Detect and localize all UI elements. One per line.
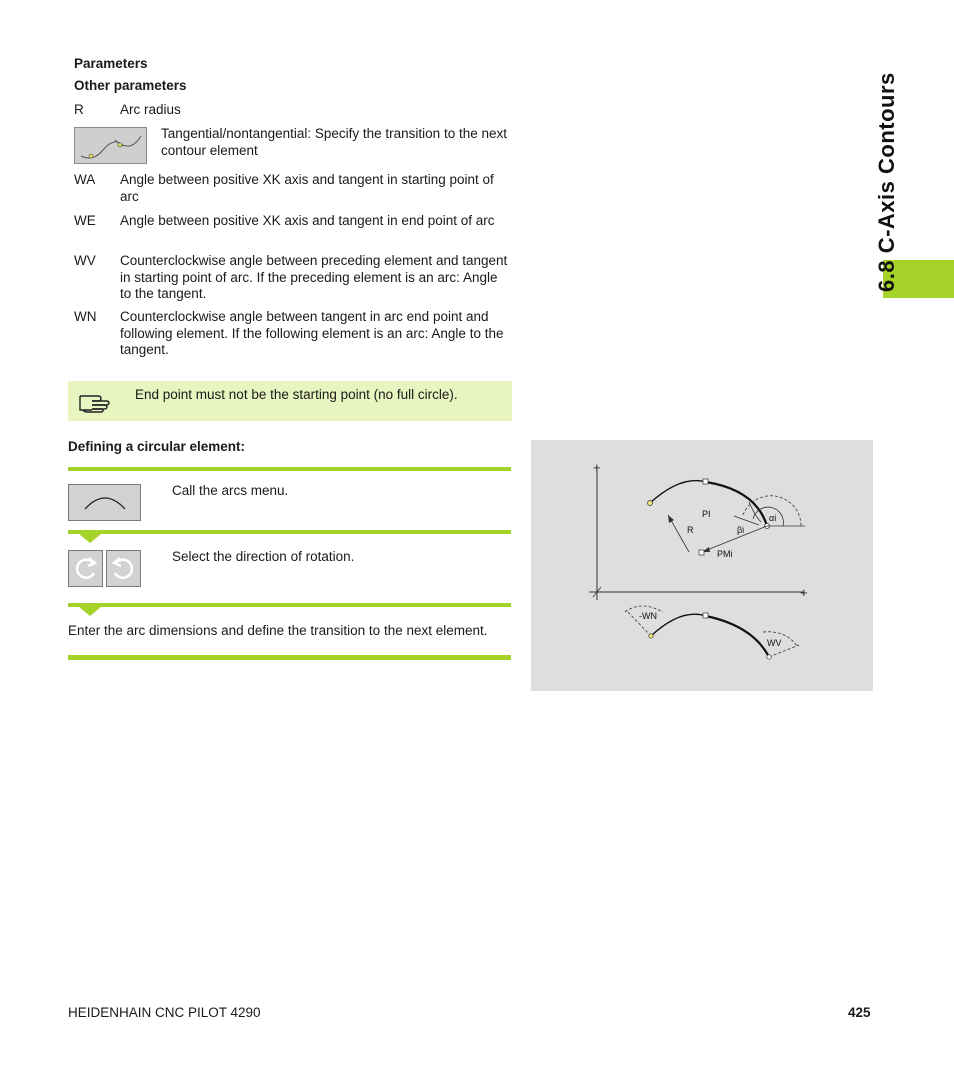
chapter-title: 6.8 C-Axis Contours — [874, 72, 899, 292]
step-arrow — [79, 534, 101, 543]
note-box — [68, 381, 512, 421]
param-desc-r: Arc radius — [120, 102, 181, 117]
section-heading: Parameters — [74, 56, 148, 71]
step-2-text: Select the direction of rotation. — [172, 549, 355, 564]
param-label-r: R — [74, 102, 84, 117]
rotate-counterclockwise-icon — [107, 551, 140, 586]
label-pi: PI — [702, 509, 711, 519]
center-point — [699, 550, 704, 555]
axis-plus-top: + — [593, 460, 601, 475]
param-desc-transition: Tangential/nontangential: Specify the transition to the next contour element — [161, 126, 507, 158]
param-label-wv: WV — [74, 253, 96, 268]
step-arrow — [79, 607, 101, 616]
param-label-wa: WA — [74, 172, 96, 187]
step-divider — [68, 530, 511, 534]
rotate-clockwise-icon — [69, 551, 102, 586]
param-desc-wn: Counterclockwise angle between tangent in arc end point and following element. If the following element is an arc: Angle to the tangent. — [120, 309, 504, 357]
section-subheading: Other parameters — [74, 78, 187, 93]
axis-plus-right: + — [800, 585, 808, 600]
procedure-end-bar — [68, 655, 511, 660]
step-3-text: Enter the arc dimensions and define the transition to the next element. — [68, 623, 488, 638]
param-desc-we: Angle between positive XK axis and tangent in end point of arc — [120, 213, 495, 228]
arc-icon — [69, 485, 140, 520]
label-r: R — [687, 525, 694, 535]
label-beta-i: βi — [737, 525, 745, 535]
pointing-hand-icon — [78, 388, 114, 414]
procedure-heading: Defining a circular element: — [68, 439, 246, 454]
label-wn: -WN — [639, 611, 657, 621]
param-desc-wa: Angle between positive XK axis and tangent in starting point of arc — [120, 172, 494, 204]
step-divider — [68, 467, 511, 471]
counterclockwise-softkey[interactable] — [106, 550, 141, 587]
label-alpha-i: αi — [769, 513, 777, 523]
note-text: End point must not be the starting point (no full circle). — [135, 387, 458, 402]
page-number: 425 — [848, 1005, 871, 1020]
param-label-we: WE — [74, 213, 96, 228]
transition-thumbnail — [74, 127, 147, 164]
circular-element-figure — [531, 440, 873, 691]
footer-manual-title: HEIDENHAIN CNC PILOT 4290 — [68, 1005, 261, 1020]
arc-geometry-diagram — [531, 440, 873, 691]
step-1-text: Call the arcs menu. — [172, 483, 289, 498]
step-divider — [68, 603, 511, 607]
param-desc-wv: Counterclockwise angle between preceding element and tangent in starting point of arc. If the preceding element is an arc: Angle to the tangent. — [120, 253, 508, 301]
start-point — [648, 501, 653, 506]
tangent-transition-icon — [75, 128, 146, 163]
clockwise-softkey[interactable] — [68, 550, 103, 587]
param-label-wn: WN — [74, 309, 97, 324]
arcs-menu-softkey[interactable] — [68, 484, 141, 521]
label-pmi: PMi — [717, 549, 733, 559]
label-wv: WV — [767, 638, 782, 648]
